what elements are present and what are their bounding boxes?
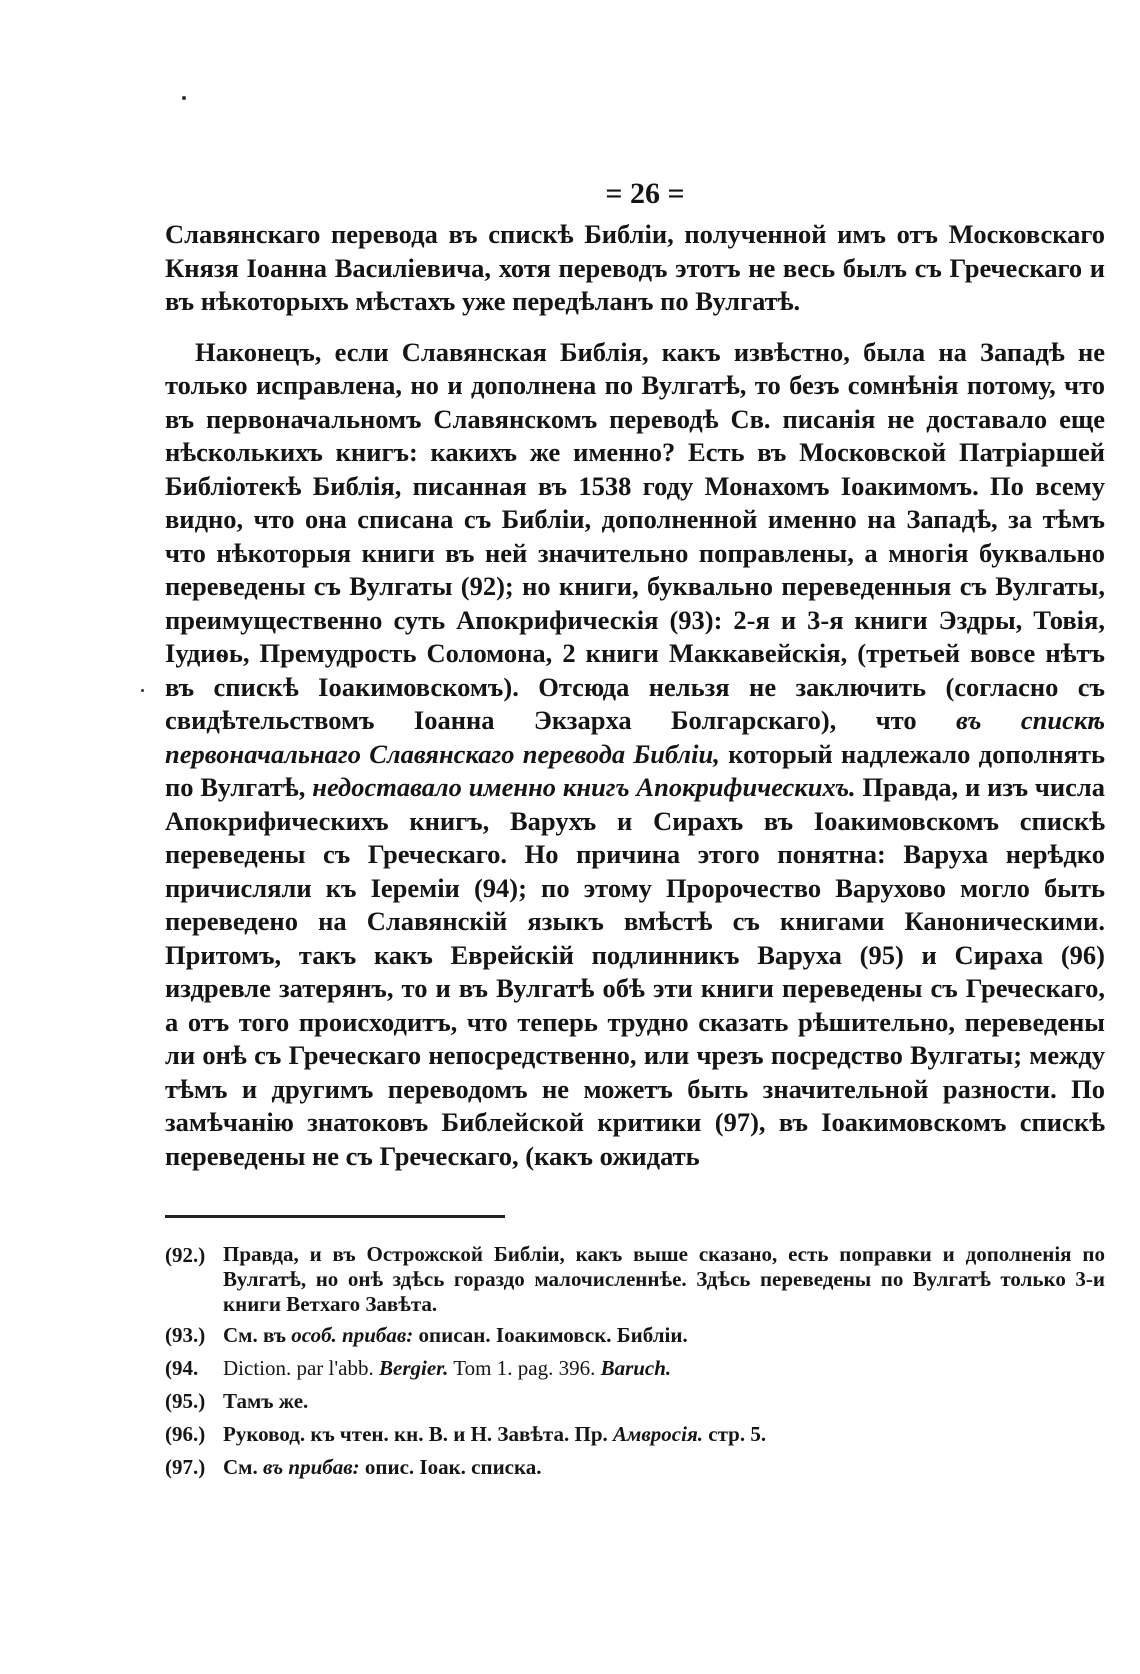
page-number: = 26 = [605, 177, 685, 210]
document-page [165, 170, 1105, 1482]
speck-mark [141, 689, 144, 692]
footnote-mark: (97.) [165, 1455, 206, 1479]
footnote-part: Tom 1. pag. 396. [453, 1356, 596, 1380]
footnote-text [223, 1320, 1105, 1350]
footnotes [165, 1240, 1105, 1482]
footnote-mark: (93.) [165, 1323, 206, 1347]
footnote-part: Diction. par l'abb. [223, 1356, 374, 1380]
footnote-96 [165, 1419, 1105, 1449]
italic-phrase: недоставало именно книгъ Апокрифическихъ. [312, 772, 856, 802]
footnote-text [223, 1419, 1105, 1449]
footnote-93 [165, 1320, 1105, 1350]
footnote-mark: (94. [165, 1356, 199, 1380]
footnote-mark: (95.) [165, 1389, 206, 1413]
footnote-part: Руковод. къ чтен. кн. В. и Н. Завѣта. Пр. [223, 1422, 608, 1446]
footnote-text: Правда, и въ Острожской Библіи, какъ выше сказано, есть поправки и дополненія по Вулгатѣ, но онѣ здѣсь гораздо малочисленнѣе. Здѣсь переведены по Вулгатѣ только 3-и книги Ветхаго Завѣта. [223, 1242, 1105, 1316]
footnote-part: См. въ [223, 1323, 287, 1347]
footnote-italic: особ. прибав: [291, 1323, 414, 1347]
footnote-italic: Амвросія. [613, 1422, 704, 1446]
paragraph-2 [165, 336, 1105, 1174]
footnote-separator [165, 1215, 505, 1218]
footnote-92 [165, 1240, 1105, 1317]
footnote-97 [165, 1452, 1105, 1482]
footnote-italic: Baruch. [600, 1356, 672, 1380]
italic-phrase: въ спискѣ первоначальнаго Славянскаго перевода Библіи, [165, 705, 1106, 769]
paragraph-2-text: Наконецъ, если Славянская Библія, какъ извѣстно, была на Западѣ не только исправлена, но и дополнена по Вулгатѣ, то безъ сомнѣнія потому, что въ первоначальномъ Славянскомъ переводѣ Св. писанія не доставало еще нѣсколькихъ книгъ: какихъ же именно? Есть въ Московской Патріаршей Библіотекѣ Библія, писанная въ 1538 году Монахомъ Іоакимомъ. По всему видно, что она списана съ Библіи, дополненной именно на Западѣ, за тѣмъ что нѣкоторыя книги въ ней значительно поправлены, а многія буквально переведены съ Вулгаты (92); но книги, буквально переведенныя съ Вулгаты, преимущественно суть Апокрифическія (93): 2-я и 3-я книги Эздры, Товія, Іудиѳь, Премудрость Соломона, 2 книги Маккавейскія, (третьей вовсе нѣтъ въ спискѣ Іоакимовскомъ). Отсюда нельзя не заключить (согласно съ свидѣтельствомъ Іоанна Экзарха Болгарскаго), что [165, 336, 1105, 735]
footnote-part: опис. Іоак. списка. [364, 1455, 542, 1479]
paragraph-1: Славянскаго перевода въ спискѣ Библіи, полученной имъ отъ Московскаго Князя Іоанна Василіевича, хотя переводъ этотъ не весь былъ съ Греческаго и въ нѣкоторыхъ мѣстахъ уже передѣланъ по Вулгатѣ. [165, 219, 1105, 316]
footnote-94 [165, 1353, 1105, 1383]
paragraph-2-continuation: который надлежало дополнять по Вулгатѣ, [165, 738, 1105, 802]
footnote-mark: (96.) [165, 1422, 206, 1446]
paragraph-2-tail: Правда, и изъ числа Апокрифическихъ книгъ, Варухъ и Сирахъ въ Іоакимовскомъ спискѣ переведены съ Греческаго. Но причина этого понятна: Варуха нерѣдко причисляли къ Іереміи (94); по этому Пророчество Варухово могло быть переведено на Славянскій языкъ вмѣстѣ съ книгами Каноническими. Притомъ, такъ какъ Еврейскій подлинникъ Варуха (95) и Сираха (96) издревле затерянъ, то и въ Вулгатѣ обѣ эти книги переведены съ Греческаго, а отъ того происходитъ, что теперь трудно сказать рѣшительно, переведены ли онѣ съ Греческаго непосредственно, или чрезъ посредство Вулгаты; между тѣмъ и другимъ переводомъ не можетъ быть значительной разности. По замѣчанію знатоковъ Библейской критики (97), въ Іоакимовскомъ спискѣ переведены не съ Греческаго, (какъ ожидать [165, 772, 1106, 1171]
speck-mark [182, 96, 186, 100]
body-text [165, 218, 1105, 1173]
footnote-part: стр. 5. [708, 1422, 767, 1446]
footnote-italic: въ прибав: [262, 1455, 360, 1479]
footnote-part: описан. Іоакимовск. Библіи. [418, 1323, 688, 1347]
footnote-italic: Bergier. [379, 1356, 449, 1380]
footnote-part: См. [223, 1455, 258, 1479]
footnote-text: Тамъ же. [223, 1389, 309, 1413]
footnote-95 [165, 1386, 1105, 1416]
footnote-mark: (92.) [165, 1243, 206, 1267]
footnote-text [223, 1452, 1105, 1482]
footnote-text [223, 1353, 1105, 1383]
